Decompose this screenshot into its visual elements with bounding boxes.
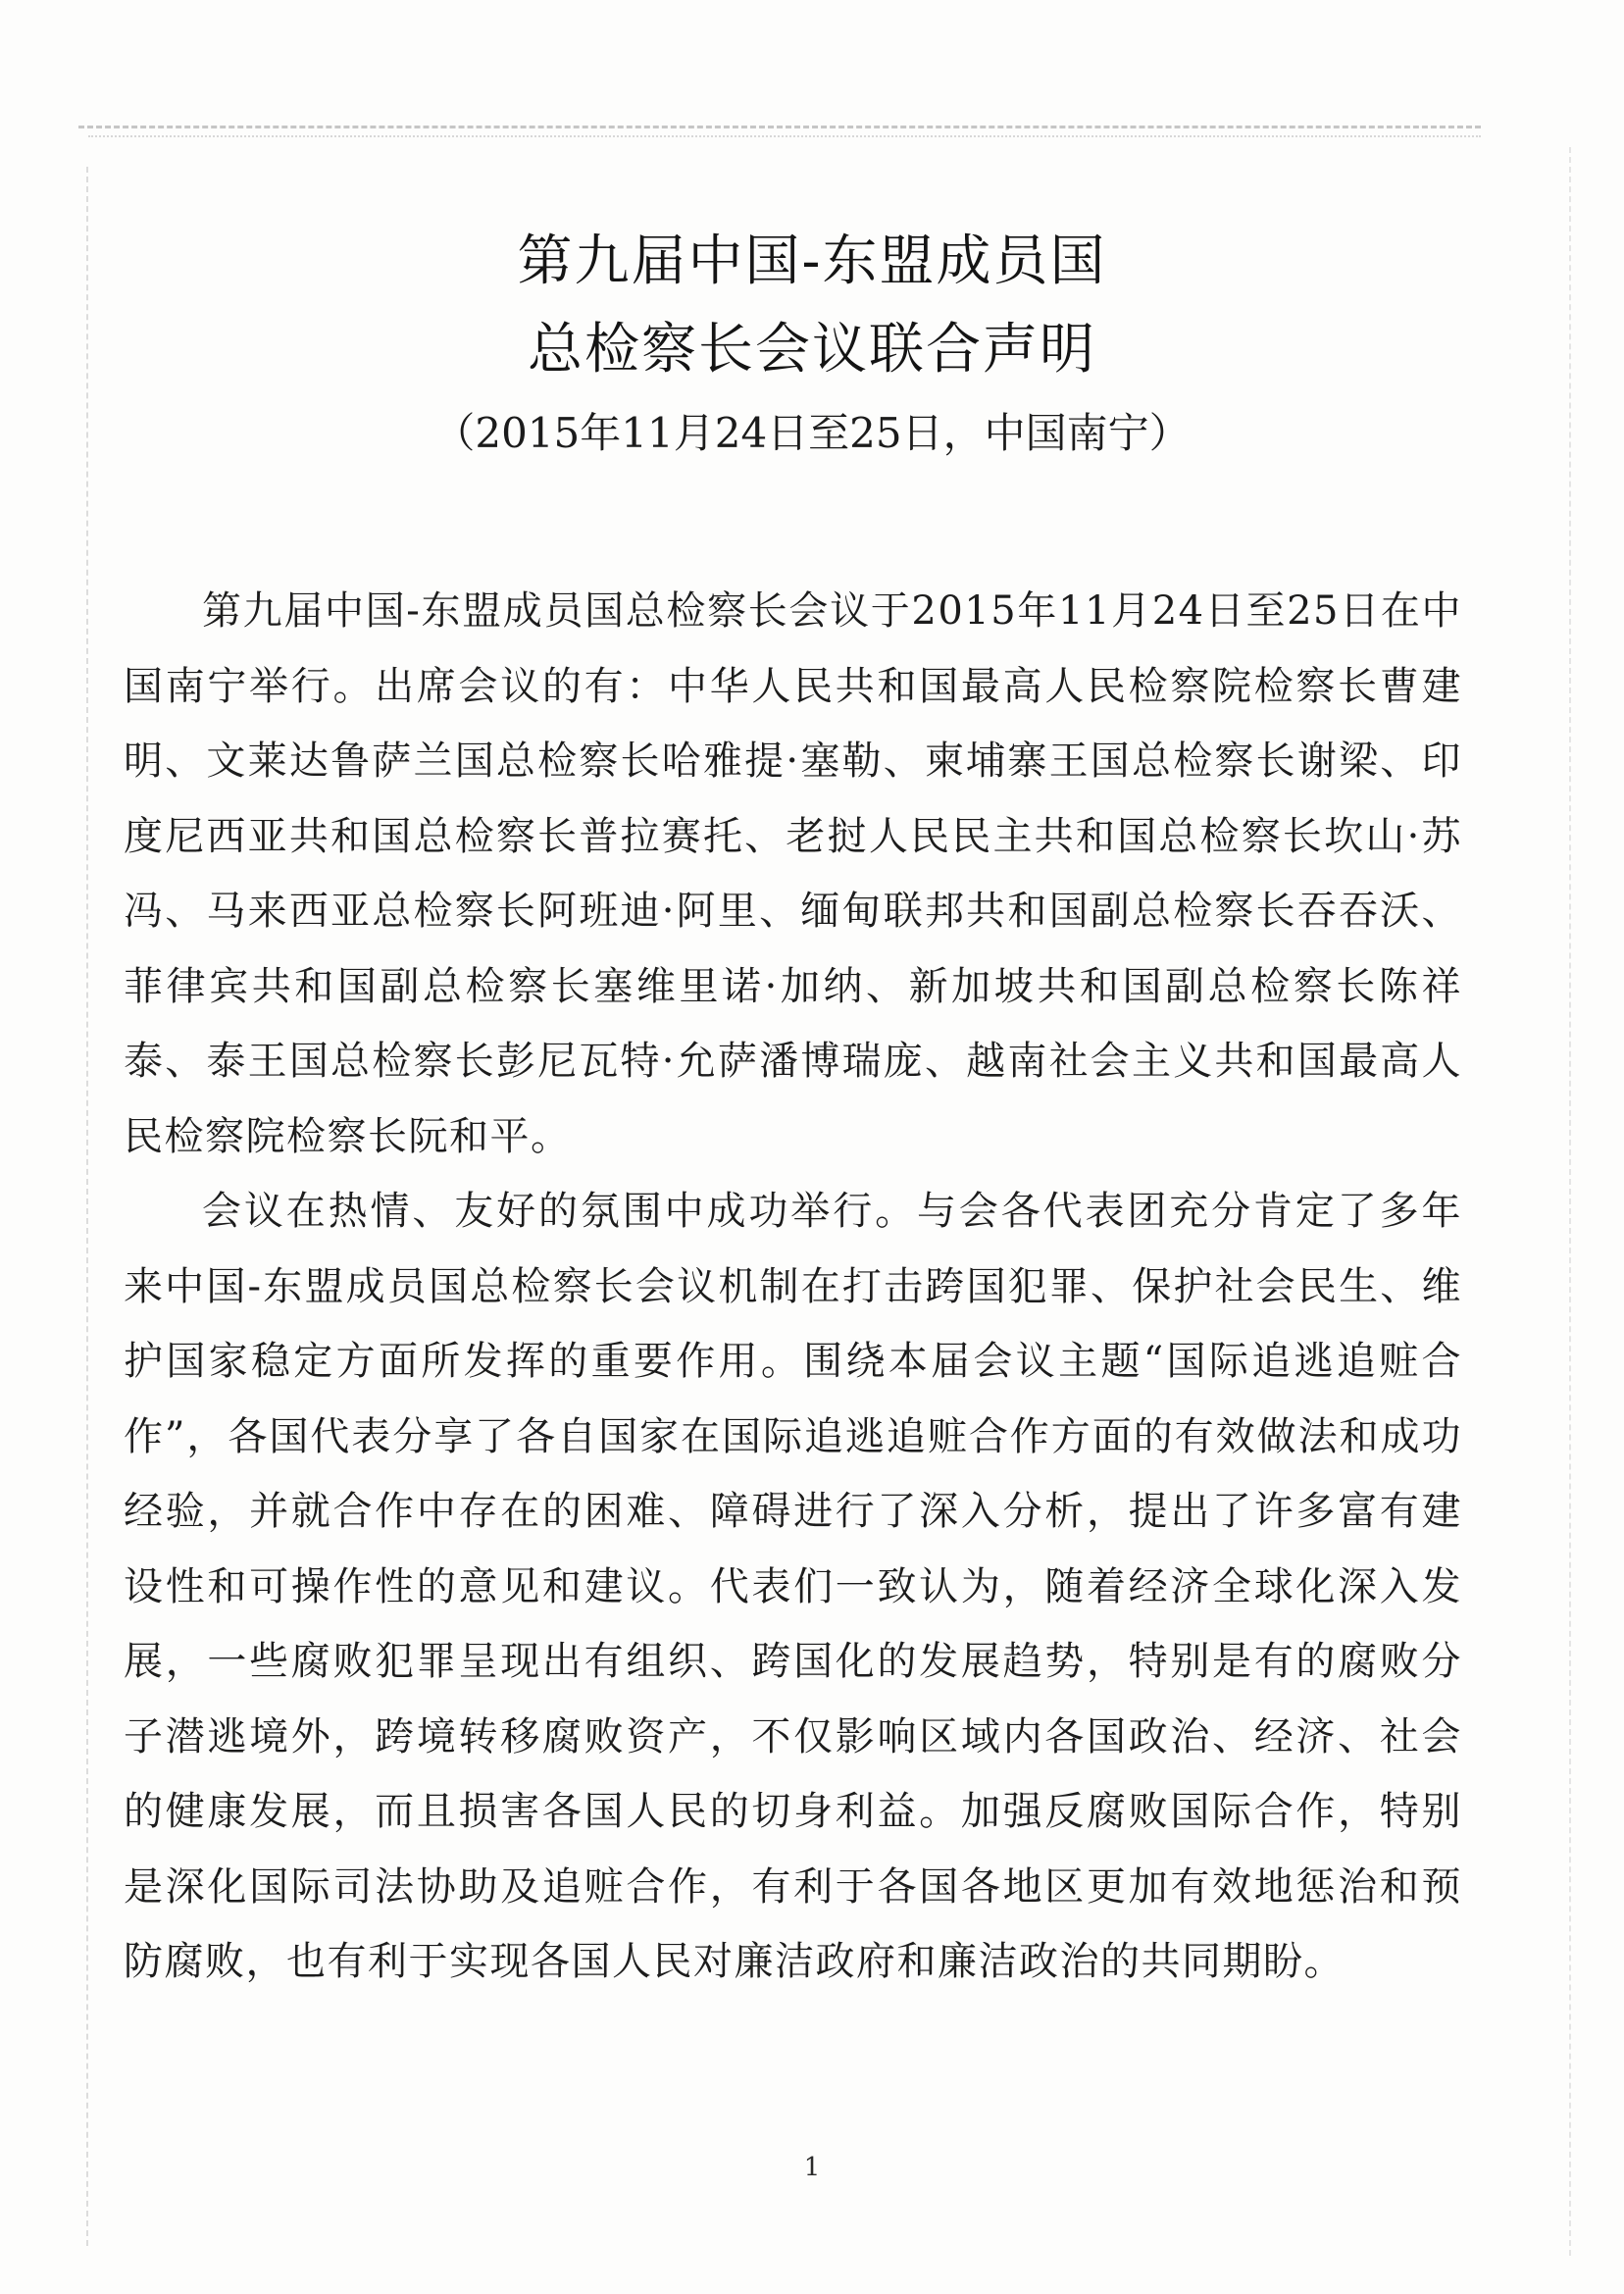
document-body xyxy=(124,574,1462,2000)
paragraph-attendees: 第九届中国-东盟成员国总检察长会议于2015年11月24日至25日在中国南宁举行。出席会议的有：中华人民共和国最高人民检察院检察长曹建明、文莱达鲁萨兰国总检察长哈雅提·塞勒、柬埔寨王国总检察长谢梁、印度尼西亚共和国总检察长普拉赛托、老挝人民民主共和国总检察长坎山·苏冯、马来西亚总检察长阿班迪·阿里、缅甸联邦共和国副总检察长吞吞沃、菲律宾共和国副总检察长塞维里诺·加纳、新加坡共和国副总检察长陈祥泰、泰王国总检察长彭尼瓦特·允萨潘博瑞庞、越南社会主义共和国最高人民检察院检察长阮和平。 xyxy=(124,588,1462,1159)
paragraph-meeting-summary: 会议在热情、友好的氛围中成功举行。与会各代表团充分肯定了多年来中国-东盟成员国总检察长会议机制在打击跨国犯罪、保护社会民生、维护国家稳定方面所发挥的重要作用。围绕本届会议主题“国际追逃追赃合作”，各国代表分享了各自国家在国际追逃追赃合作方面的有效做法和成功经验，并就合作中存在的困难、障碍进行了深入分析，提出了许多富有建设性和可操作性的意见和建议。代表们一致认为，随着经济全球化深入发展，一些腐败犯罪呈现出有组织、跨国化的发展趋势，特别是有的腐败分子潜逃境外，跨境转移腐败资产，不仅影响区域内各国政治、经济、社会的健康发展，而且损害各国人民的切身利益。加强反腐败国际合作，特别是深化国际司法协助及追赃合作，有利于各国各地区更加有效地惩治和预防腐败，也有利于实现各国人民对廉洁政府和廉洁政治的共同期盼。 xyxy=(124,1189,1462,1984)
document-title-line-2: 总检察长会议联合声明 xyxy=(528,318,1096,382)
scan-artifact-top xyxy=(78,126,1481,128)
scan-artifact-left xyxy=(86,167,88,2246)
scan-artifact-top-secondary xyxy=(88,135,1481,137)
document-subtitle: （2015年11月24日至25日，中国南宁） xyxy=(433,409,1191,457)
page-number: 1 xyxy=(803,2153,821,2182)
title-block xyxy=(0,218,1624,473)
document-title-line-1: 第九届中国-东盟成员国 xyxy=(517,229,1107,293)
